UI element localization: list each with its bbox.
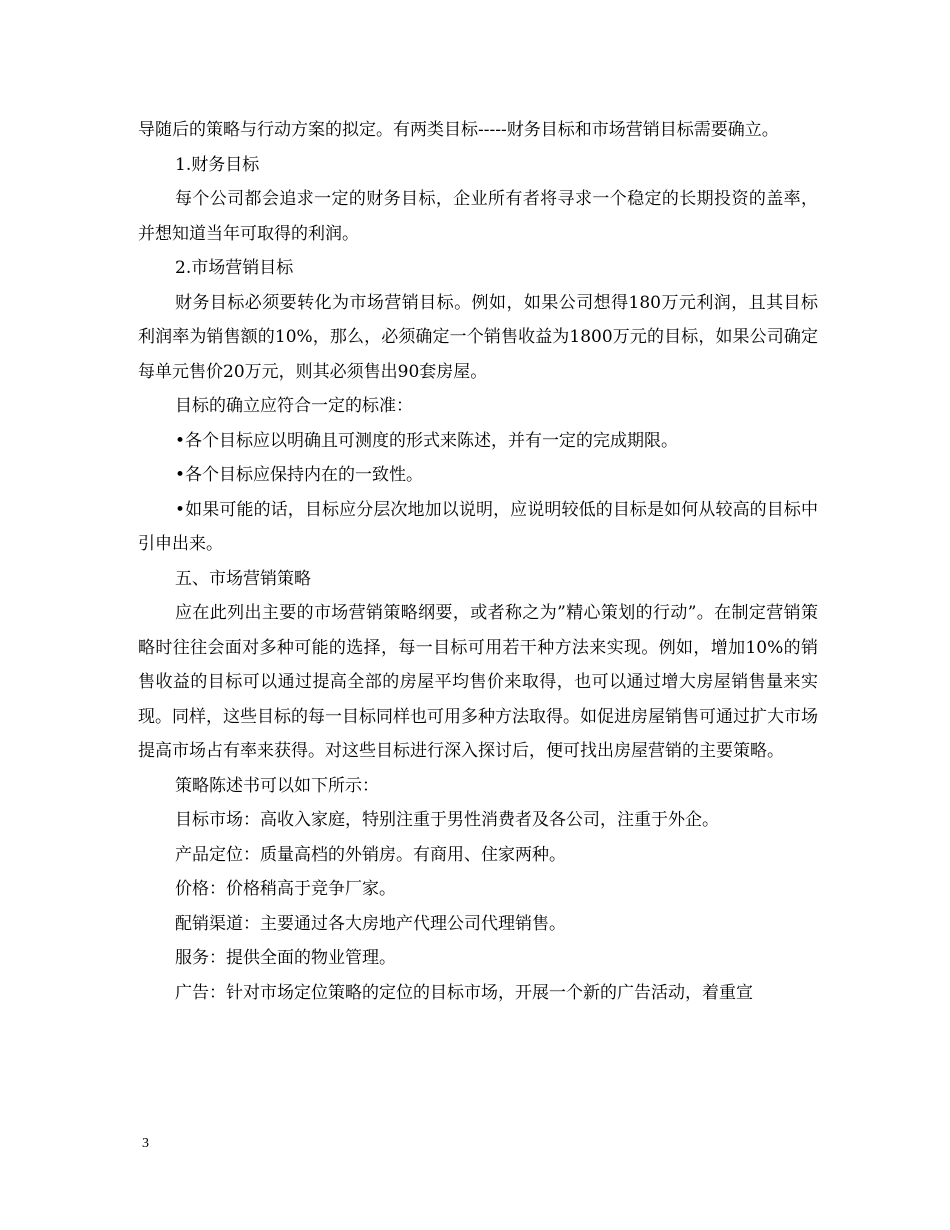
bullet-item: •如果可能的话，目标应分层次地加以说明，应说明较低的目标是如何从较高的目标中引申出来。 <box>138 499 818 554</box>
page-number: 3 <box>142 1136 149 1151</box>
section-heading-marketing-goals: 2.市场营销目标 <box>175 258 294 278</box>
paragraph: 策略陈述书可以如下所示： <box>175 775 379 796</box>
bullet-item: •各个目标应保持内在的一致性。 <box>175 465 424 485</box>
paragraph: 导随后的策略与行动方案的拟定。有两类目标-----财务目标和市场营销目标需要确立。 <box>138 120 779 140</box>
strategy-item-distribution: 配销渠道：主要通过各大房地产代理公司代理销售。 <box>175 913 566 934</box>
paragraph: 目标的确立应符合一定的标准： <box>175 396 413 416</box>
strategy-item-price: 价格：价格稍高于竞争厂家。 <box>175 879 396 899</box>
paragraph: 应在此列出主要的市场营销策略纲要，或者称之为”精心策划的行动”。在制定营销策略时往往会面对多种可能的选择，每一目标可用若干种方法来实现。例如，增加10%的销售收益的目标可以通过提高全部的房屋平均售价来取得，也可以通过增大房屋销售量来实现。同样，这些目标的每一目标同样也可用多种方法取得。如促进房屋销售可通过扩大市场提高市场占有率来获得。对这些目标进行深入探讨后，便可找出房屋营销的主要策略。 <box>138 603 818 761</box>
strategy-item-target-market: 目标市场：高收入家庭，特别注重于男性消费者及各公司，注重于外企。 <box>175 810 719 830</box>
section-heading-marketing-strategy: 五、市场营销策略 <box>175 568 311 589</box>
bullet-item: •各个目标应以明确且可测度的形式来陈述，并有一定的完成期限。 <box>175 430 679 451</box>
strategy-item-advertising: 广告：针对市场定位策略的定位的目标市场，开展一个新的广告活动，着重宣 <box>175 982 753 1003</box>
paragraph: 每个公司都会追求一定的财务目标，企业所有者将寻求一个稳定的长期投资的盖率，并想知道当年可取得的利润。 <box>138 189 818 244</box>
paragraph: 财务目标必须要转化为市场营销目标。例如，如果公司想得180万元利润，且其目标利润率为销售额的10%，那么，必须确定一个销售收益为1800万元的目标，如果公司确定每单元售价20万元，则其必须售出90套房屋。 <box>138 292 818 382</box>
section-heading-financial-goals: 1.财务目标 <box>175 154 260 175</box>
strategy-item-positioning: 产品定位：质量高档的外销房。有商用、住家两种。 <box>175 844 566 865</box>
document-body <box>138 113 818 1010</box>
strategy-item-service: 服务：提供全面的物业管理。 <box>175 948 396 968</box>
